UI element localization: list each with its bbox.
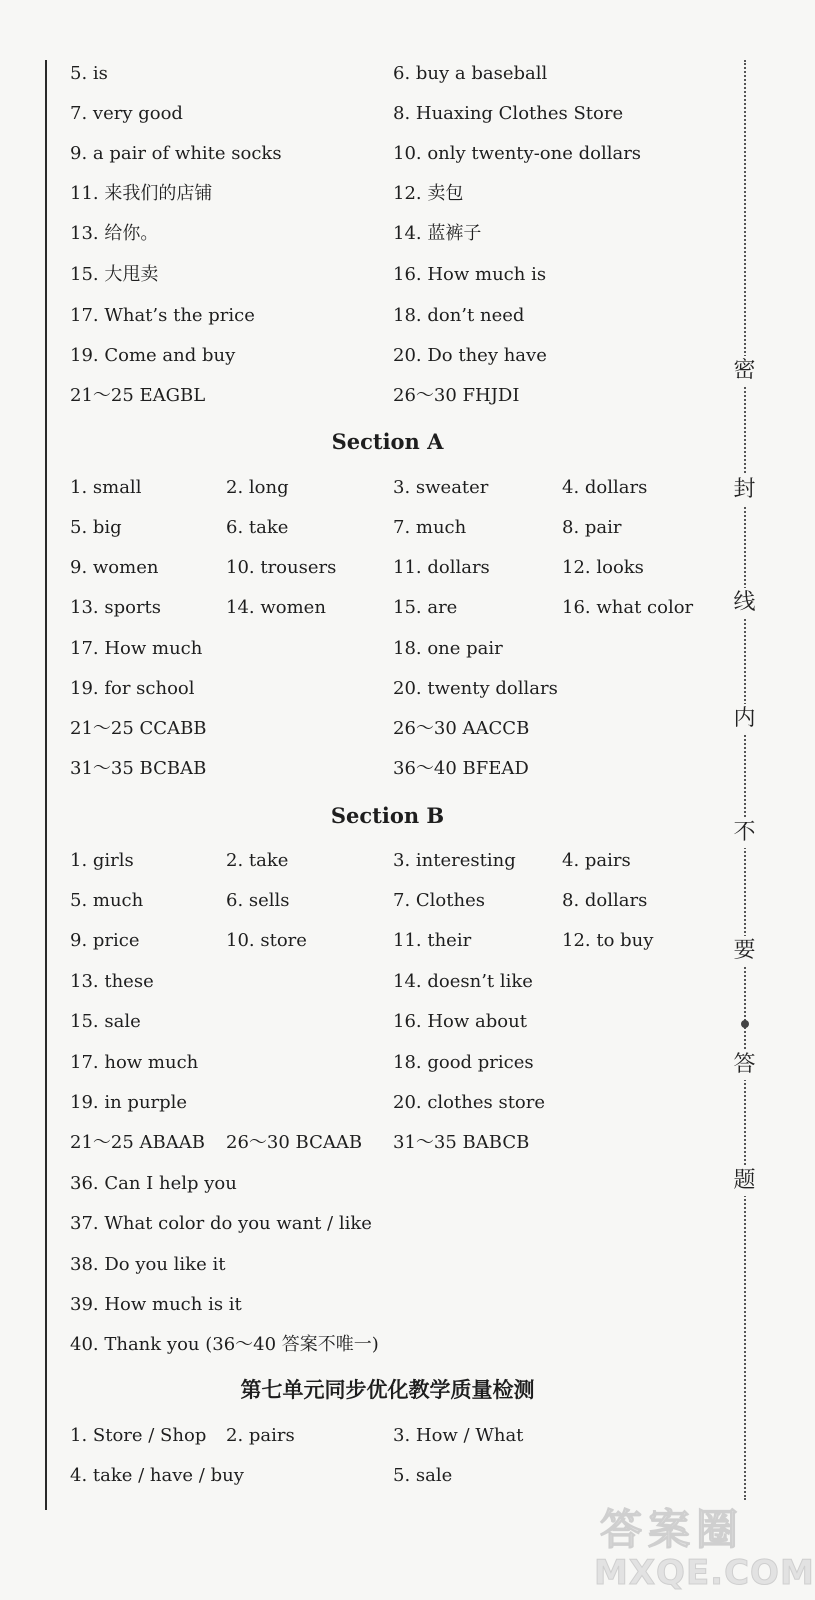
- answer-row: [0, 921, 720, 961]
- answer-item: 2. take: [226, 850, 289, 871]
- answer-row: [0, 376, 720, 416]
- answer-item: 5. sale: [393, 1465, 453, 1486]
- seal-line-margin: [722, 60, 767, 1500]
- answer-item: 31～35 BABCB: [393, 1132, 530, 1153]
- answer-item: 16. How about: [393, 1011, 527, 1032]
- answer-item: 4. take / have / buy: [70, 1465, 244, 1486]
- answer-item: 8. pair: [562, 517, 622, 538]
- answer-item: 26～30 FHJDI: [393, 385, 520, 406]
- answer-item: 15. sale: [70, 1011, 141, 1032]
- answer-item: 40. Thank you (36～40 答案不唯一): [70, 1334, 379, 1355]
- answer-row: [0, 94, 720, 134]
- answer-row: [0, 1164, 720, 1204]
- answer-row: [0, 1083, 720, 1123]
- answer-row: [0, 588, 720, 628]
- section-a-heading: Section A: [331, 429, 444, 454]
- seal-dot: [741, 1020, 749, 1028]
- answer-row: [0, 1204, 720, 1244]
- answer-item: 11. 来我们的店铺: [70, 183, 213, 204]
- answer-row: [0, 548, 720, 588]
- answer-item: 7. much: [393, 517, 467, 538]
- answer-item: 13. these: [70, 971, 154, 992]
- answer-item: 20. twenty dollars: [393, 678, 558, 699]
- answer-item: 6. sells: [226, 890, 290, 911]
- answer-row: [0, 214, 720, 254]
- seal-char: 不: [722, 818, 767, 848]
- answer-item: 11. dollars: [393, 557, 490, 578]
- answer-row: [0, 296, 720, 336]
- answer-item: 9. a pair of white socks: [70, 143, 282, 164]
- answer-item: 18. good prices: [393, 1052, 534, 1073]
- answer-item: 16. How much is: [393, 264, 547, 285]
- watermark-logo-text: 答案圈: [600, 1505, 745, 1554]
- answer-row: [0, 629, 720, 669]
- answer-item: 21～25 ABAAB: [70, 1132, 205, 1153]
- answer-row: [0, 669, 720, 709]
- answer-item: 17. What’s the price: [70, 305, 255, 326]
- answer-item: 5. much: [70, 890, 144, 911]
- answer-item: 26～30 BCAAB: [226, 1132, 363, 1153]
- answer-item: 17. how much: [70, 1052, 199, 1073]
- answer-item: 7. very good: [70, 103, 183, 124]
- seal-char: 密: [722, 356, 767, 386]
- answer-row: [0, 1416, 720, 1456]
- answer-row: [0, 1002, 720, 1042]
- answer-item: 5. big: [70, 517, 122, 538]
- answer-item: 18. don’t need: [393, 305, 525, 326]
- answer-row: [0, 709, 720, 749]
- answer-item: 2. long: [226, 477, 289, 498]
- unit7-heading: 第七单元同步优化教学质量检测: [240, 1377, 535, 1402]
- seal-char: 答: [722, 1050, 767, 1080]
- answer-row: [0, 134, 720, 174]
- answer-item: 37. What color do you want / like: [70, 1213, 372, 1234]
- answer-row: [0, 962, 720, 1002]
- answer-item: 8. Huaxing Clothes Store: [393, 103, 624, 124]
- answer-item: 26～30 AACCB: [393, 718, 530, 739]
- answer-item: 2. pairs: [226, 1425, 295, 1446]
- answer-item: 8. dollars: [562, 890, 648, 911]
- site-watermark: [592, 1497, 815, 1597]
- answer-row: [0, 468, 720, 508]
- watermark-url-text: MXQE.COM: [594, 1553, 815, 1593]
- answer-item: 21～25 EAGBL: [70, 385, 206, 406]
- seal-char: 要: [722, 936, 767, 966]
- answer-row: [0, 1456, 720, 1496]
- answer-item: 39. How much is it: [70, 1294, 242, 1315]
- answer-item: 15. are: [393, 597, 458, 618]
- section-b-heading: Section B: [330, 803, 445, 828]
- answer-item: 9. women: [70, 557, 159, 578]
- answer-row: [0, 336, 720, 376]
- answer-row: [0, 508, 720, 548]
- answer-item: 6. take: [226, 517, 289, 538]
- answer-item: 10. store: [226, 930, 307, 951]
- answer-item: 10. trousers: [226, 557, 337, 578]
- answer-item: 20. clothes store: [393, 1092, 546, 1113]
- answer-row: [0, 1245, 720, 1285]
- answer-item: 5. is: [70, 63, 108, 84]
- answer-item: 3. interesting: [393, 850, 516, 871]
- answer-row: [0, 881, 720, 921]
- answer-item: 1. girls: [70, 850, 134, 871]
- answer-item: 14. doesn’t like: [393, 971, 533, 992]
- answer-item: 17. How much: [70, 638, 203, 659]
- answer-item: 7. Clothes: [393, 890, 485, 911]
- answer-row: [0, 255, 720, 295]
- dotted-seal-line: [744, 60, 746, 1500]
- answer-item: 14. women: [226, 597, 326, 618]
- answer-item: 12. 卖包: [393, 183, 464, 204]
- seal-char: 题: [722, 1166, 767, 1196]
- answer-item: 36. Can I help you: [70, 1173, 237, 1194]
- answer-item: 3. sweater: [393, 477, 489, 498]
- answer-item: 4. pairs: [562, 850, 631, 871]
- answer-item: 3. How / What: [393, 1425, 524, 1446]
- answer-item: 9. price: [70, 930, 140, 951]
- answer-row: [0, 1123, 720, 1163]
- answer-row: [0, 1043, 720, 1083]
- answer-item: 13. 给你。: [70, 223, 159, 244]
- answer-item: 11. their: [393, 930, 472, 951]
- seal-char: 线: [722, 588, 767, 618]
- answer-item: 21～25 CCABB: [70, 718, 207, 739]
- answer-row: [0, 1325, 720, 1365]
- seal-char: 封: [722, 475, 767, 505]
- answer-row: [0, 54, 720, 94]
- answer-item: 19. in purple: [70, 1092, 188, 1113]
- answer-item: 12. looks: [562, 557, 644, 578]
- answer-item: 19. for school: [70, 678, 195, 699]
- seal-char: 内: [722, 704, 767, 734]
- answer-item: 6. buy a baseball: [393, 63, 548, 84]
- answer-row: [0, 1285, 720, 1325]
- answer-item: 14. 蓝裤子: [393, 223, 482, 244]
- answer-item: 31～35 BCBAB: [70, 758, 207, 779]
- answer-item: 15. 大甩卖: [70, 264, 159, 285]
- answer-item: 36～40 BFEAD: [393, 758, 529, 779]
- answer-row: [0, 174, 720, 214]
- answer-row: [0, 749, 720, 789]
- answer-item: 10. only twenty-one dollars: [393, 143, 642, 164]
- answer-item: 13. sports: [70, 597, 162, 618]
- answer-item: 38. Do you like it: [70, 1254, 226, 1275]
- answer-item: 20. Do they have: [393, 345, 547, 366]
- answer-item: 1. small: [70, 477, 142, 498]
- answer-item: 12. to buy: [562, 930, 654, 951]
- answer-item: 19. Come and buy: [70, 345, 236, 366]
- answer-item: 1. Store / Shop: [70, 1425, 207, 1446]
- answer-item: 18. one pair: [393, 638, 503, 659]
- answer-row: [0, 841, 720, 881]
- answer-item: 4. dollars: [562, 477, 648, 498]
- answer-item: 16. what color: [562, 597, 694, 618]
